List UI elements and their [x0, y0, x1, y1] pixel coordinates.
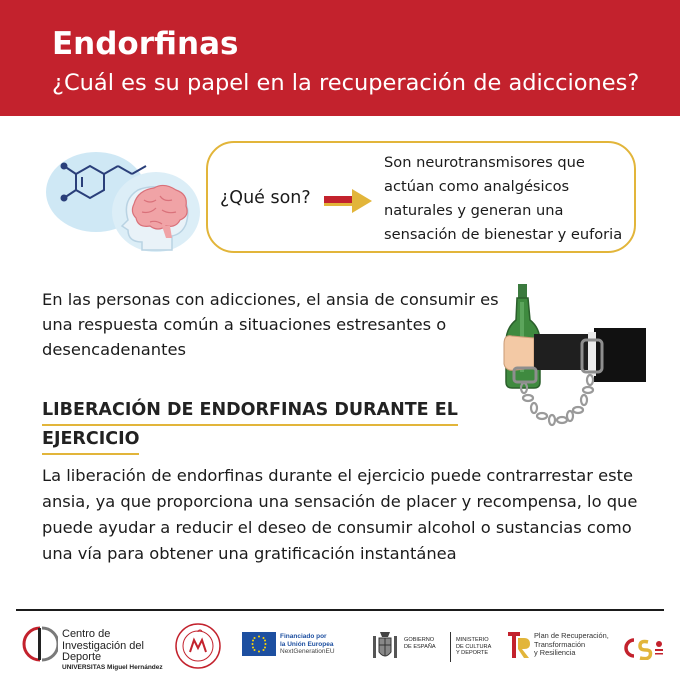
cid-mark-icon	[22, 624, 58, 668]
brain-head-icon	[38, 140, 203, 255]
seal-logo-icon	[174, 622, 222, 670]
spain-crest-icon	[370, 628, 400, 664]
prtr-logo-icon	[506, 630, 532, 660]
prtr-text: Plan de Recuperación, Transformación y Resiliencia	[534, 631, 609, 657]
definition-answer: Son neurotransmisores que actúan como analgésicos naturales y generan una sensación de bienestar y euforia	[384, 154, 623, 243]
gobierno-separator	[450, 632, 451, 662]
section-body: La liberación de endorfinas durante el ejercicio puede contrarrestar este ansia, ya que proporciona una sensación de placer y recompensa, lo que puede ayudar a reducir el deseo de consumir alcohol o sustancias como una vía para obtener una gratificación instantánea	[42, 466, 638, 563]
intro-paragraph: En las personas con adicciones, el ansia de consumir es una respuesta común a situaciones estresantes o desencadenantes	[42, 290, 499, 359]
section-heading-line2: EJERCICIO	[42, 426, 139, 455]
cid-university: UNIVERSITAS Miguel Hernández	[62, 664, 163, 671]
footer-divider	[16, 609, 664, 611]
page-subtitle: ¿Cuál es su papel en la recuperación de adicciones?	[52, 70, 640, 96]
eu-text: Financiado por la Unión Europea NextGenerationEU	[280, 633, 335, 655]
section-heading	[42, 397, 482, 455]
header-banner	[0, 0, 680, 116]
footer-logos	[0, 612, 680, 680]
bottle-handcuff-icon	[498, 280, 648, 440]
prtr-logo	[506, 630, 618, 662]
gobierno-logo	[370, 628, 500, 666]
cs-logo-icon	[622, 636, 666, 660]
eu-logo	[242, 632, 364, 660]
page-title: Endorfinas	[52, 26, 239, 62]
ministerio-text: MINISTERIO DE CULTURA Y DEPORTE	[456, 637, 492, 656]
section-heading-line1: LIBERACIÓN DE ENDORFINAS DURANTE EL	[42, 397, 458, 426]
arrow-right-icon	[324, 189, 372, 213]
cid-logo	[22, 624, 172, 671]
gobierno-text: GOBIERNO DE ESPAÑA	[404, 637, 436, 650]
definition-box	[206, 141, 636, 253]
eu-flag-icon	[242, 632, 276, 656]
cid-name: Centro de Investigación del Deporte	[62, 628, 144, 663]
definition-question: ¿Qué son?	[220, 188, 311, 208]
